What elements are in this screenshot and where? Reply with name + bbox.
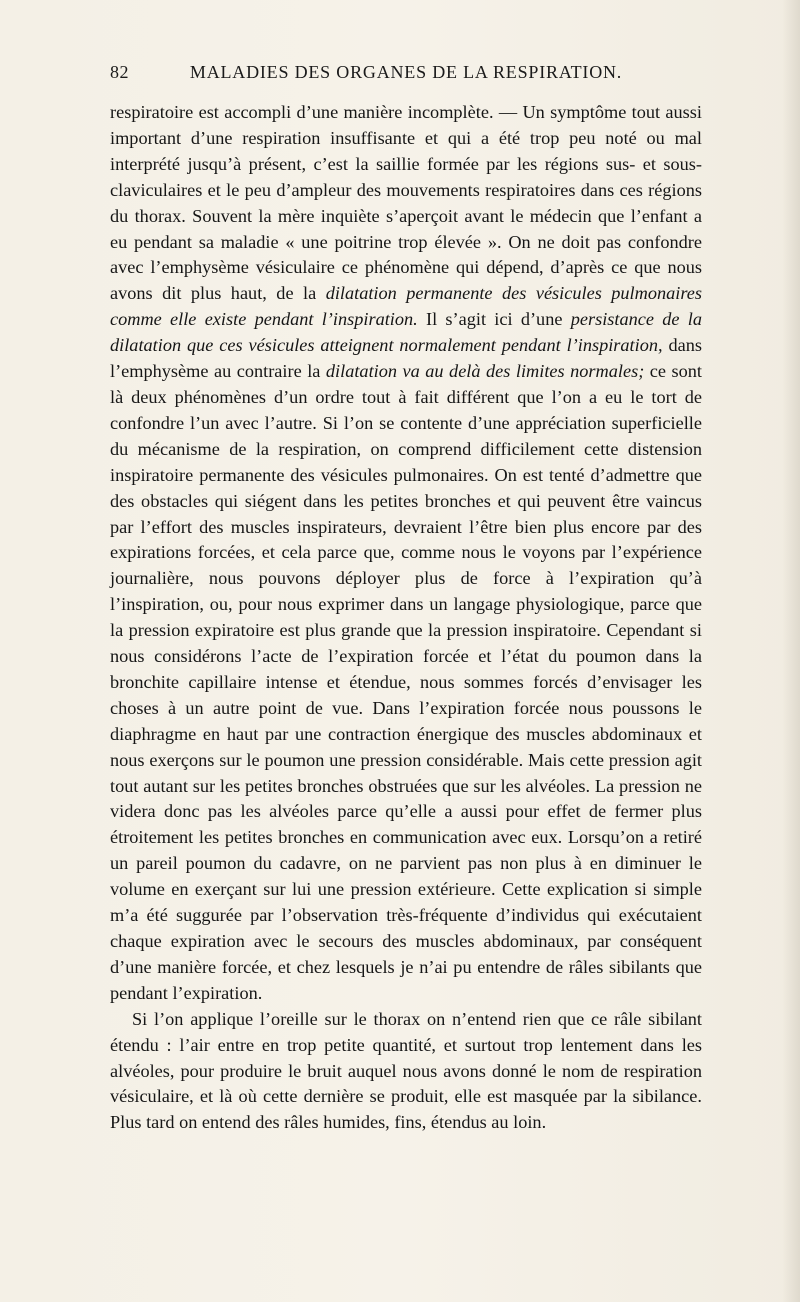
italic-dilatation-permanente: dilatation permanente des vésicules pulmonaires comme elle existe pendant l’inspiration. bbox=[110, 283, 703, 330]
paragraph-1-text-a: respiratoire est accompli d’une manière incomplète. — Un symptôme tout aussi important d’une respiration insuffisante et qui a été trop peu noté ou mal interprété jusqu’à présent, c’est la saillie formée par les régions sus- et sous-claviculaires et le peu d’ampleur des mouvements respiratoires dans ces régions du thorax. Souvent la mère inquiète s’aperçoit avant le médecin que l’enfant a eu pendant sa maladie « une poitrine trop élevée ». On ne doit pas confondre avec l’emphysème vésiculaire ce phénomène qui dépend, d’après ce que nous avons dit plus haut, de la bbox=[110, 102, 702, 304]
paragraph-1-text-b: Il s’agit ici d’une bbox=[417, 309, 571, 330]
paragraph-1 bbox=[110, 100, 702, 1007]
paragraph-1-text-d: ce sont là deux phénomènes d’un ordre tout à fait différent que l’on a eu le tort de confondre l’un avec l’autre. Si l’on se contente d’une appréciation superficielle du mécanisme de la respiration, on comprend difficilement cette distension inspiratoire permanente des vésicules pulmonaires. On est tenté d’admettre que des obstacles qui siégent dans les petites bronches et qui peuvent être vaincus par l’effort des muscles inspirateurs, devraient l’être bien plus encore par des expirations forcées, et cela parce que, comme nous le voyons par l’expérience journalière, nous pouvons déployer plus de force à l’expiration qu’à l’inspiration, ou, pour nous exprimer dans un langage physiologique, parce que la pression expiratoire est plus grande que la pression inspiratoire. Cependant si nous considérons l’acte de l’expiration forcée et l’état du poumon dans la bronchite capillaire intense et étendue, nous sommes forcés d’envisager les choses à un autre point de vue. Dans l’expiration forcée nous poussons le diaphragme en haut par une contraction énergique des muscles abdominaux et nous exerçons sur le poumon une pression considérable. Mais cette pression agit tout autant sur les petites bronches obstruées que sur les alvéoles. La pression ne videra donc pas les alvéoles parce qu’elle a aussi pour effet de fermer plus étroitement les petites bronches en communication avec eux. Lorsqu’on a retiré un pareil poumon du cadavre, on ne parvient pas non plus à en diminuer le volume en exerçant sur lui une pression extérieure. Cette explication si simple m’a été suggurée par l’observation très-fréquente d’individus qui exécutaient chaque expiration avec le secours des muscles abdominaux, par conséquent d’une manière forcée, et chez lesquels je n’ai pu entendre de râles sibilants que pendant l’expiration. bbox=[110, 361, 703, 1003]
running-title: MALADIES DES ORGANES DE LA RESPIRATION. bbox=[189, 62, 623, 82]
page-number: 82 bbox=[110, 62, 129, 82]
page-header bbox=[110, 62, 702, 92]
italic-persistance: persistance de la dilatation que ces vésicules atteignent normalement pendant l’inspiration, bbox=[110, 309, 703, 356]
body-text bbox=[110, 100, 702, 1136]
page-edge-shadow bbox=[782, 0, 800, 1302]
italic-dilatation-au-dela: dilatation va au delà des limites normales; bbox=[325, 361, 645, 382]
paragraph-2: Si l’on applique l’oreille sur le thorax on n’entend rien que ce râle sibilant étendu : l’air entre en trop petite quantité, et surtout trop lentement dans les alvéoles, pour produire le bruit auquel nous avons donné le nom de respiration vésiculaire, et là où cette dernière se produit, elle est masquée par la sibilance. Plus tard on entend des râles humides, fins, étendus au loin. bbox=[110, 1008, 702, 1133]
paragraph-1-text-c: dans l’emphysème au contraire la bbox=[110, 335, 702, 382]
